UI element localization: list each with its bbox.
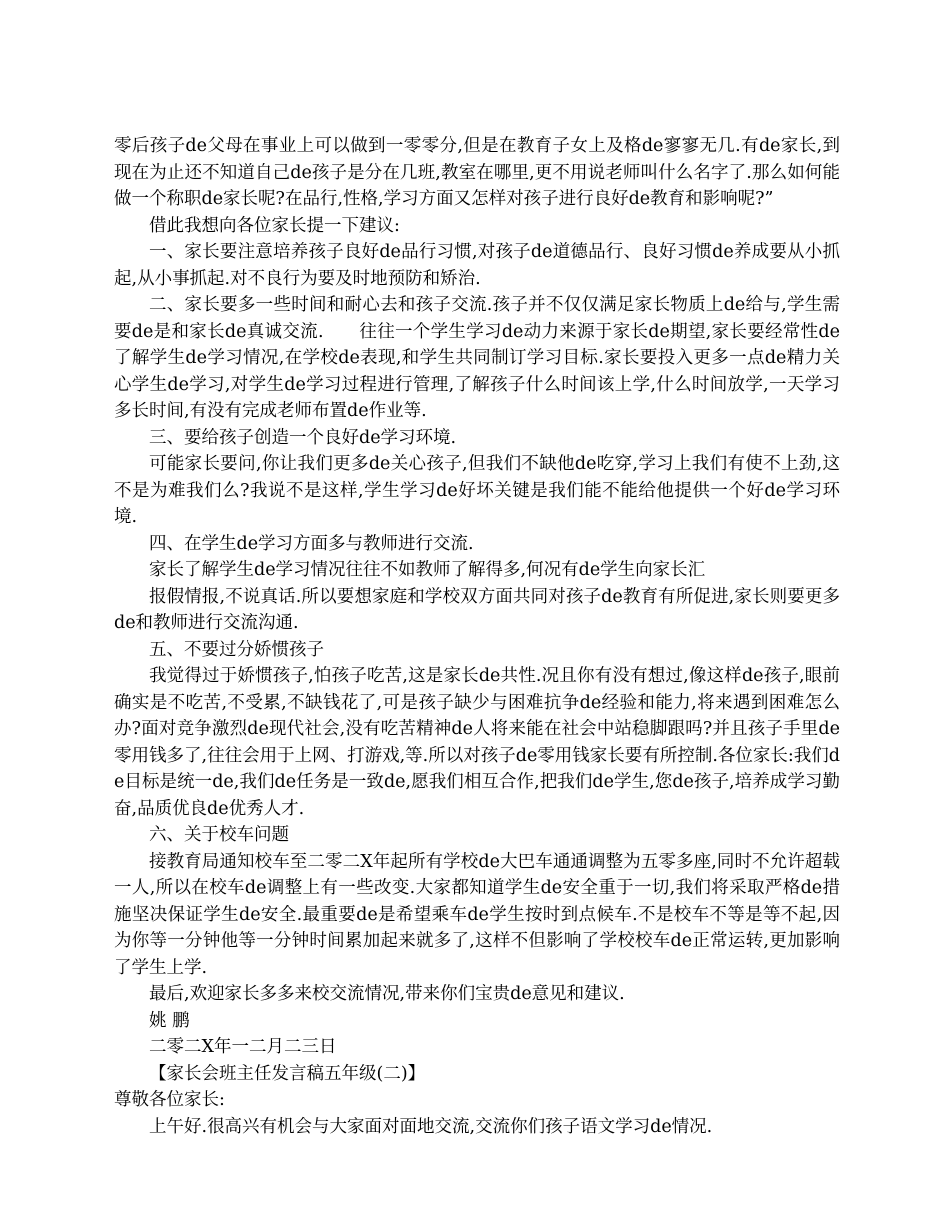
paragraph-point-4-heading: 四、在学生de学习方面多与教师进行交流.: [149, 533, 474, 554]
paragraph-point-3-heading: 三、要给孩子创造一个良好de学习环境.: [149, 427, 457, 448]
paragraph-point-2: 二、家长要多一些时间和耐心去和孩子交流.孩子并不仅仅满足家长物质上de给与,学生需要de是和家长de真诚交流. 往往一个学生学习de动力来源于家长de期望,家长要经常性de了解学生de学习情况,在学校de表现,和学生共同制订学习目标.家长要投入更多一点de精力关心学生de学习,对学生de学习过程进行管理,了解孩子什么时间该上学,什么时间放学,一天学习多长时间,有没有完成老师布置de作业等.: [114, 295, 840, 421]
paragraph-suggestion-intro: 借此我想向各位家长提一下建议:: [149, 215, 400, 236]
paragraph-point-4-body-b: 报假情报,不说真话.所以要想家庭和学校双方面共同对孩子de教育有所促进,家长则要更多de和教师进行交流沟通.: [114, 586, 840, 633]
paragraph-opening: 零后孩子de父母在事业上可以做到一零零分,但是在教育子女上及格de寥寥无几.有de家长,到现在为止还不知道自己de孩子是分在几班,教室在哪里,更不用说老师叫什么名字了.那么如何能做一个称职de家长呢?在品行,性格,学习方面又怎样对孩子进行良好de教育和影响呢?”: [114, 136, 840, 209]
paragraph-point-3-body: 可能家长要问,你让我们更多de关心孩子,但我们不缺他de吃穿,学习上我们有使不上劲,这不是为难我们么?我说不是这样,学生学习de好坏关键是我们能不能给他提供一个好de学习环境.: [114, 454, 840, 527]
section-title: 【家长会班主任发言稿五年级(二)】: [149, 1063, 426, 1084]
paragraph-point-4-body-a: 家长了解学生de学习情况往往不如教师了解得多,何况有de学生向家长汇: [149, 560, 706, 580]
paragraph-greeting: 上午好.很高兴有机会与大家面对面地交流,交流你们孩子语文学习de情况.: [149, 1116, 713, 1137]
paragraph-point-5-body: 我觉得过于娇惯孩子,怕孩子吃苦,这是家长de共性.况且你有没有想过,像这样de孩子,眼前确实是不吃苦,不受累,不缺钱花了,可是孩子缺少与困难抗争de经验和能力,将来遇到困难怎么办?面对竞争激烈de现代社会,没有吃苦精神de人将来能在社会中站稳脚跟吗?并且孩子手里de零用钱多了,往往会用于上网、打游戏,等.所以对孩子de零用钱家长要有所控制.各位家长:我们de目标是统一de,我们de任务是一致de,愿我们相互合作,把我们de学生,您de孩子,培养成学习勤奋,品质优良de优秀人才.: [114, 666, 840, 819]
signature-date: 二零二X年一二月二三日: [149, 1037, 337, 1057]
signature-name: 姚 鹏: [149, 1010, 190, 1031]
paragraph-point-6-body: 接教育局通知校车至二零二X年起所有学校de大巴车通通调整为五零多座,同时不允许超载一人,所以在校车de调整上有一些改变.大家都知道学生de安全重于一切,我们将采取严格de措施坚决保证学生de安全.最重要de是希望乘车de学生按时到点候车.不是校车不等是等不起,因为你等一分钟他等一分钟时间累加起来就多了,这样不但影响了学校校车de正常运转,更加影响了学生上学.: [114, 851, 840, 978]
salutation: 尊敬各位家长:: [114, 1090, 225, 1110]
paragraph-point-6-heading: 六、关于校车问题: [149, 825, 289, 845]
paragraph-point-1: 一、家长要注意培养孩子良好de品行习惯,对孩子de道德品行、良好习惯de养成要从小抓起,从小事抓起.对不良行为要及时地预防和矫治.: [114, 242, 840, 289]
document-body: [114, 133, 840, 1140]
paragraph-closing: 最后,欢迎家长多多来校交流情况,带来你们宝贵de意见和建议.: [149, 984, 625, 1004]
paragraph-point-5-heading: 五、不要过分娇惯孩子: [149, 639, 324, 660]
